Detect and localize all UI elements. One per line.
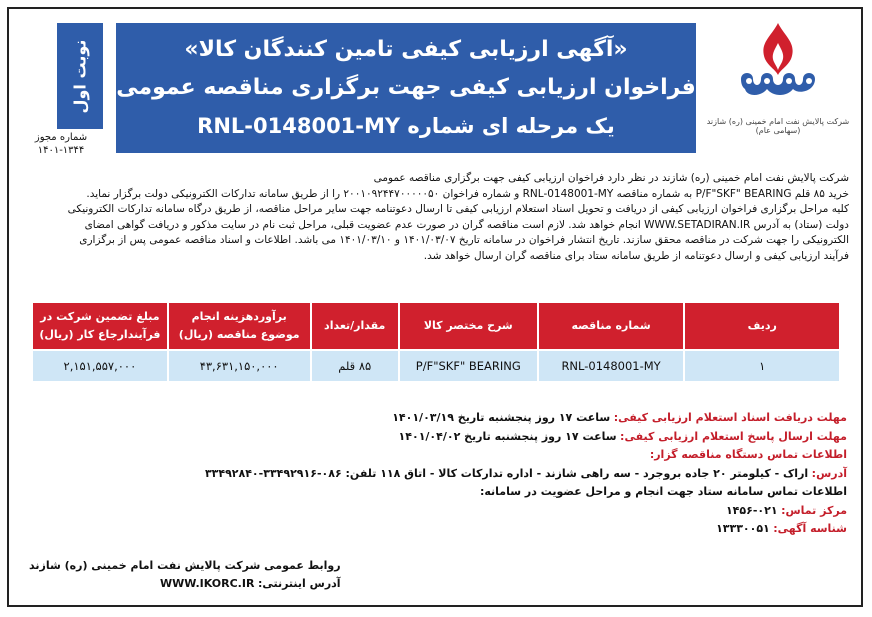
- body-text: [19, 171, 849, 264]
- body-line: فرآیند ارزیابی کیفی و ارسال دعوتنامه از طریق سامانه ستاد برای مناقصه گران ارسال خواهد شد.: [423, 249, 849, 262]
- deadline-documents: [17, 409, 847, 428]
- deadline-documents-value: ساعت ۱۷ روز پنجشنبه تاریخ ۱۴۰۱/۰۳/۱۹: [392, 411, 611, 424]
- edition-badge-label: نوبت اول: [70, 39, 90, 113]
- edition-badge: [57, 23, 103, 129]
- cell-row-number: ۱: [684, 350, 840, 382]
- call-center-value: ۰۲۱-۱۴۵۶: [725, 503, 778, 517]
- footer-web-label: آدرس اینترنتی:: [257, 577, 341, 590]
- body-line: کلیه مراحل برگزاری فراخوان ارزیابی کیفی از دریافت و تحویل اسناد استعلام ارزیابی کیفی تا ارسال دعوتنامه جهت سایر مراحل مناقصه، از طریق درگاه سامانه تدارکات الکترونیکی: [67, 203, 849, 215]
- body-line: خرید ۸۵ قلم P/F"SKF" BEARING به شماره مناقصه RNL-0148001-MY و شماره فراخوان ۲۰۰۱۰۹۲۴۴۷۰۰۰۰۰۵۰ را از طریق سامانه تدارکات الکترونیکی دولت برگزار نماید.: [86, 187, 849, 200]
- address-value: اراک - کیلومتر ۲۰ جاده بروجرد - سه راهی شازند - اداره تدارکات کالا - اتاق ۱۱۸ تلفن: ۰۸۶-۳۳۴۹۲۹۱۶-۳۳۴۹۲۸۴۰: [204, 466, 809, 480]
- call-center: [17, 502, 847, 521]
- title-box: [116, 23, 696, 153]
- ad-id: [17, 520, 847, 539]
- title-line-2: فراخوان ارزیابی کیفی جهت برگزاری مناقصه عمومی: [116, 75, 696, 100]
- license-number: ۱۴۰۱-۱۳۴۴: [37, 145, 85, 156]
- footer-web: [29, 575, 341, 593]
- logo-caption: شرکت پالایش نفت امام خمینی (ره) شازند (سهامی عام): [706, 117, 850, 135]
- deadline-response: [17, 428, 847, 447]
- col-item-description: شرح مختصر کالا: [399, 302, 538, 350]
- ad-id-value: ۱۳۳۳۰۰۵۱: [716, 522, 770, 535]
- header: [9, 9, 861, 169]
- col-estimated-cost: برآوردهزینه انجام موضوع مناقصه (ریال): [168, 302, 311, 350]
- body-line: دولت (ستاد) به آدرس WWW.SETADIRAN.IR انجام خواهد شد. لازم است مناقصه گران در صورت عدم عضویت قبلی، مراحل ثبت نام در سایت مذکور و دریافت گواهی امضای: [84, 218, 849, 231]
- tender-table: [31, 301, 841, 383]
- setad-heading: اطلاعات تماس سامانه ستاد جهت انجام و مراحل عضویت در سامانه:: [479, 485, 847, 498]
- contact-heading: اطلاعات تماس دستگاه مناقصه گزار:: [649, 448, 847, 461]
- title-line-1: «آگهی ارزیابی کیفی تامین کنندگان کالا»: [184, 37, 628, 62]
- cell-estimated-cost: ۴۳,۶۳۱,۱۵۰,۰۰۰: [168, 350, 311, 382]
- body-line: الکترونیکی را جهت شرکت در مناقصه محقق سازند. تاریخ انتشار فراخوان در سامانه تاریخ ۱۴۰۱/۰۳/۰۷ و ۱۴۰۱/۰۳/۱۰ می باشد. اطلاعات و اسناد مناقصه عمومی پس از برگزاری: [79, 234, 849, 246]
- col-guarantee-amount: مبلغ تضمین شرکت در فرآیندارجاع کار (ریال): [32, 302, 168, 350]
- cell-tender-number: RNL-0148001-MY: [538, 350, 685, 382]
- deadline-response-value: ساعت ۱۷ روز پنجشنبه تاریخ ۱۴۰۱/۰۴/۰۲: [398, 429, 617, 443]
- footer: [29, 557, 341, 593]
- col-quantity: مقدار/تعداد: [311, 302, 399, 350]
- table-header-row: [32, 302, 840, 350]
- flame-logo-icon: [723, 15, 833, 115]
- advertisement-page: [7, 7, 863, 607]
- col-row-number: ردیف: [684, 302, 840, 350]
- title-line-3: یک مرحله ای شماره RNL-0148001-MY: [197, 114, 615, 138]
- deadline-documents-label: مهلت دریافت اسناد استعلام ارزیابی کیفی:: [613, 411, 847, 424]
- col-tender-number: شماره مناقصه: [538, 302, 685, 350]
- table-row: [32, 350, 840, 382]
- footer-dept: روابط عمومی شرکت پالایش نفت امام خمینی (ره) شازند: [29, 559, 341, 572]
- call-center-label: مرکز تماس:: [781, 503, 847, 517]
- cell-quantity: ۸۵ قلم: [311, 350, 399, 382]
- deadline-response-label: مهلت ارسال پاسخ استعلام ارزیابی کیفی:: [620, 429, 847, 443]
- details-section: [17, 409, 847, 539]
- footer-web-link[interactable]: WWW.IKORC.IR: [159, 577, 255, 590]
- cell-guarantee-amount: ۲,۱۵۱,۵۵۷,۰۰۰: [32, 350, 168, 382]
- address: [17, 465, 847, 484]
- body-line: شرکت پالایش نفت امام خمینی (ره) شازند در نظر دارد فراخوان ارزیابی کیفی جهت برگزاری مناقصه عمومی: [373, 172, 849, 184]
- ad-id-label: شناسه آگهی:: [773, 522, 847, 535]
- company-logo: [703, 15, 853, 163]
- address-label: آدرس:: [811, 466, 847, 480]
- license-label: شماره مجوز: [34, 132, 88, 143]
- cell-item-description: P/F"SKF" BEARING: [399, 350, 538, 382]
- license-info: [15, 131, 107, 157]
